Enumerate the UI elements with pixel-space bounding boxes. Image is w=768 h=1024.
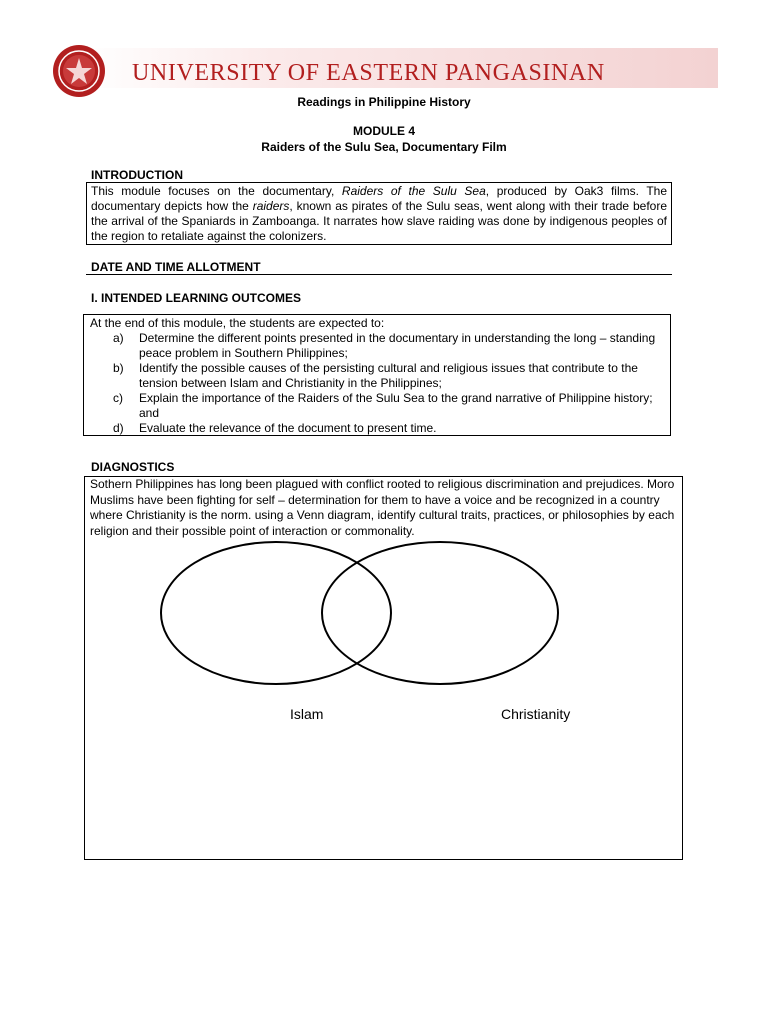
venn-circle-christianity <box>322 542 558 684</box>
introduction-text-part: , produced by Oak3 films. The documentary depicts how the <box>91 184 668 213</box>
introduction-heading: INTRODUCTION <box>91 168 183 182</box>
list-item-text: Determine the different points presented in the documentary in understanding the long – standing peace problem in Southern Philippines; <box>139 331 656 360</box>
list-item-letter: b) <box>113 361 124 375</box>
list-item-letter: a) <box>113 331 124 345</box>
list-item <box>90 391 664 421</box>
module-number: MODULE 4 <box>352 124 415 138</box>
list-item-text: Evaluate the relevance of the document to present time. <box>139 421 437 435</box>
list-item-text: Identify the possible causes of the persisting cultural and religious issues that contribute to the tension between Islam and Christianity in the Philippines; <box>139 361 638 390</box>
date-time-heading: DATE AND TIME ALLOTMENT <box>91 260 261 274</box>
introduction-box <box>86 182 672 245</box>
learning-outcomes-list <box>90 331 664 436</box>
diagnostics-text: Sothern Philippines has long been plagued with conflict rooted to religious discrimination and prejudices. Moro Muslims have been fighting for self – determination for them to have a voice and be recognized in a country where Christianity is the norm. using a Venn diagram, identify cultural traits, practices, or philosophies by each religion and their possible point of interaction or commonality. <box>90 477 675 538</box>
venn-diagram <box>85 477 684 861</box>
learning-outcomes-intro: At the end of this module, the students are expected to: <box>90 316 385 330</box>
section-divider <box>86 274 672 275</box>
course-title: Readings in Philippine History <box>297 95 471 109</box>
university-seal-icon <box>52 44 106 98</box>
venn-label-islam: Islam <box>290 706 324 722</box>
diagnostics-heading: DIAGNOSTICS <box>91 460 175 474</box>
diagnostics-box <box>84 476 683 860</box>
raiders-term: raiders <box>252 199 290 213</box>
list-item-letter: d) <box>113 421 124 435</box>
list-item <box>90 331 664 361</box>
list-item-text: Explain the importance of the Raiders of the Sulu Sea to the grand narrative of Philippine history; and <box>139 391 653 420</box>
introduction-text-part: This module focuses on the documentary, <box>91 184 342 198</box>
module-title: Raiders of the Sulu Sea, Documentary Film <box>261 140 507 154</box>
film-title: Raiders of the Sulu Sea <box>341 184 486 198</box>
list-item-letter: c) <box>113 391 123 405</box>
university-name: UNIVERSITY OF EASTERN PANGASINAN <box>132 60 605 86</box>
university-header <box>52 44 718 98</box>
learning-outcomes-heading: I. INTENDED LEARNING OUTCOMES <box>91 291 302 305</box>
list-item <box>90 361 664 391</box>
venn-label-christianity: Christianity <box>501 706 571 722</box>
list-item <box>90 421 664 436</box>
introduction-text-part: , known as pirates of the Sulu seas, went along with their trade before the arrival of the Spaniards in Zamboanga. It narrates how slave raiding was done by indigenous peoples of the region to retaliate against the colonizers. <box>91 199 667 243</box>
learning-outcomes-box <box>83 314 671 436</box>
